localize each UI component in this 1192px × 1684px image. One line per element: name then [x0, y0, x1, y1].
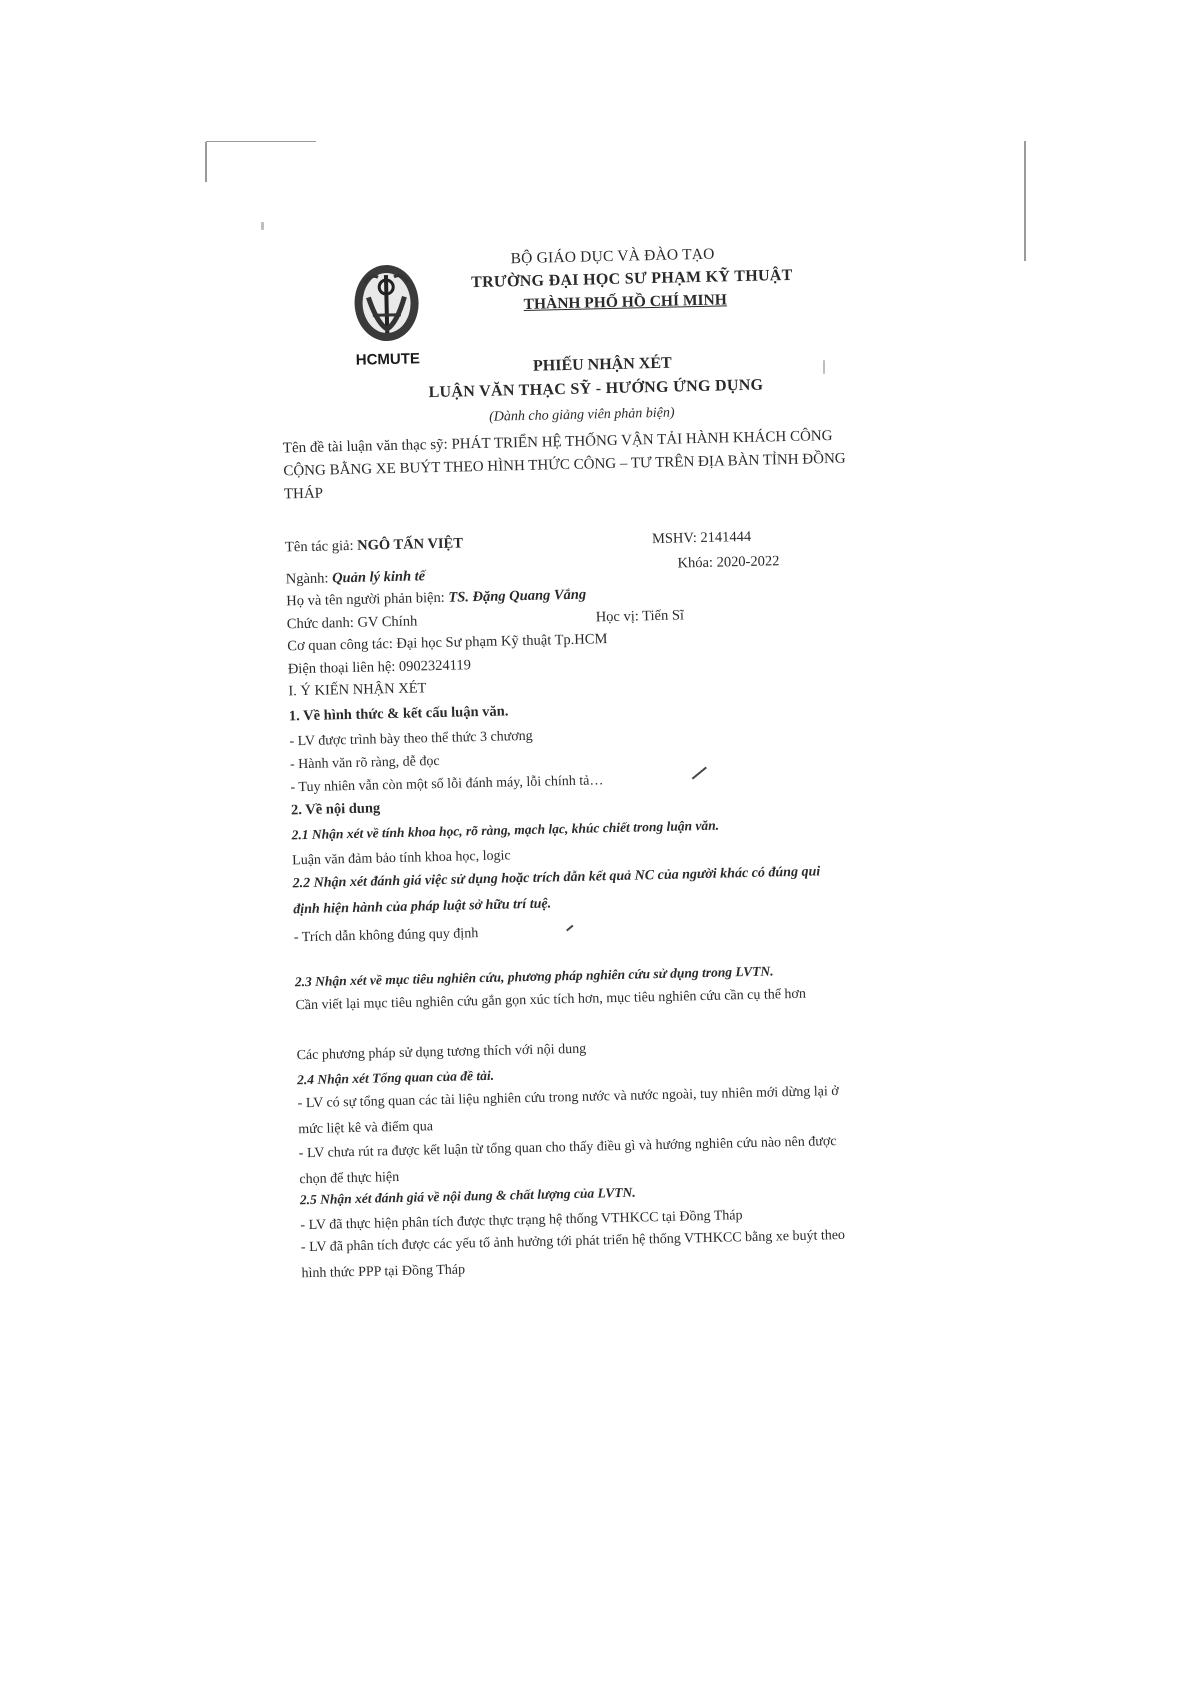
section-2-2-text: - Trích dẫn không đúng quy định: [293, 926, 479, 946]
part1-item: - LV được trình bày theo thể thức 3 chương: [289, 728, 533, 750]
part1-item: - Hành văn rõ ràng, dễ đọc: [289, 753, 440, 773]
check-mark: [566, 925, 573, 932]
scan-border-top: [206, 141, 316, 142]
thesis-topic: Tên đề tài luận văn thạc sỹ: PHÁT TRIỂN HỆ THỐNG VẬN TẢI HÀNH KHÁCH CÔNG CỘNG BẰNG XE BUÝT THEO HÌNH THỨC CÔNG – TƯ TRÊN ĐỊA BÀN TỈNH ĐỒNG THÁP: [282, 427, 846, 503]
reviewer-line: [286, 586, 586, 611]
university-name: TRƯỜNG ĐẠI HỌC SƯ PHẠM KỸ THUẬT: [470, 266, 793, 292]
part1-heading: 1. Về hình thức & kết cấu luận văn.: [288, 703, 509, 725]
section-2-4-heading: 2.4 Nhận xét Tổng quan của đề tài.: [296, 1067, 495, 1088]
section-2-1-heading: 2.1 Nhận xét về tính khoa học, rõ ràng, mạch lạc, khúc chiết trong luận văn.: [291, 817, 720, 843]
reviewer-label: Họ và tên người phản biện:: [286, 589, 445, 610]
part2-heading: 2. Về nội dung: [290, 800, 381, 819]
section-heading: I. Ý KIẾN NHẬN XÉT: [288, 680, 427, 700]
section-2-3-heading: 2.3 Nhận xét về mục tiêu nghiên cứu, phương pháp nghiên cứu sử dụng trong LVTN.: [294, 963, 774, 990]
author-line: [285, 534, 463, 556]
form-title: PHIẾU NHẬN XÉT: [532, 354, 672, 375]
author-label: Tên tác giả:: [284, 537, 354, 556]
ministry-name: BỘ GIÁO DỤC VÀ ĐÀO TẠO: [510, 245, 715, 268]
scan-border-right: [1024, 141, 1026, 261]
scan-border-left: [205, 142, 207, 182]
check-mark: [692, 767, 707, 780]
major-line: [286, 567, 426, 588]
form-note: (Dành cho giảng viên phản biện): [489, 405, 675, 425]
section-2-1-text: Luận văn đảm bảo tính khoa học, logic: [292, 848, 511, 869]
major-label: Ngành:: [285, 570, 329, 588]
form-subtitle: LUẬN VĂN THẠC SỸ - HƯỚNG ỨNG DỤNG: [428, 376, 764, 402]
reviewer-agency: Cơ quan công tác: Đại học Sư phạm Kỹ thuật Tp.HCM: [287, 631, 608, 655]
university-logo: [350, 262, 422, 369]
reviewer-phone: Điện thoại liên hệ: 0902324119: [287, 657, 472, 678]
section-2-2-heading: 2.2 Nhận xét đánh giá việc sử dụng hoặc trích dẫn kết quả NC của người khác có đúng qui định hiện hành của pháp luật sở hữu trí tuệ.: [292, 864, 821, 918]
section-2-3-text: Cần viết lại mục tiêu nghiên cứu gắn gọn xúc tích hơn, mục tiêu nghiên cứu cần cụ thể hơn: [295, 986, 807, 1014]
section-2-5-text: - LV đã thực hiện phân tích được thực trạng hệ thống VTHKCC tại Đồng Tháp: [300, 1208, 743, 1234]
major-value: Quản lý kinh tế: [331, 568, 426, 587]
part1-item: - Tuy nhiên vẫn còn một số lỗi đánh máy, lỗi chính tả…: [290, 773, 604, 796]
reviewer-title: Chức danh: GV Chính: [286, 613, 418, 633]
student-id: MSHV: 2141444: [651, 528, 752, 548]
section-2-5-text: - LV đã phân tích được các yếu tố ảnh hưởng tới phát triển hệ thống VTHKCC bằng xe buýt theo hình thức PPP tại Đồng Tháp: [300, 1227, 846, 1282]
section-2-4-text: - LV chưa rút ra được kết luận từ tổng quan cho thấy điều gì và hướng nghiên cứu nào nên được chọn để thực hiện: [298, 1134, 837, 1188]
reviewer-degree: Học vị: Tiến Sĩ: [595, 607, 685, 626]
course-years: Khóa: 2020-2022: [677, 553, 780, 572]
emblem-icon: [350, 262, 424, 348]
section-2-3-text: Các phương pháp sử dụng tương thích với nội dung: [296, 1041, 587, 1064]
section-2-5-heading: 2.5 Nhận xét đánh giá về nội dung & chất lượng của LVTN.: [299, 1184, 636, 1208]
author-name: NGÔ TẤN VIỆT: [356, 535, 464, 554]
logo-text: HCMUTE: [355, 350, 421, 369]
reviewer-name: TS. Đặng Quang Vắng: [448, 586, 587, 606]
scan-speck: [261, 222, 264, 230]
section-2-4-text: - LV có sự tổng quan các tài liệu nghiên cứu trong nước và nước ngoài, tuy nhiên mới dừng lại ở mức liệt kê và điểm qua: [297, 1084, 839, 1138]
city-name: THÀNH PHỐ HỒ CHÍ MINH: [523, 291, 728, 313]
review-form-page: [282, 220, 966, 1394]
